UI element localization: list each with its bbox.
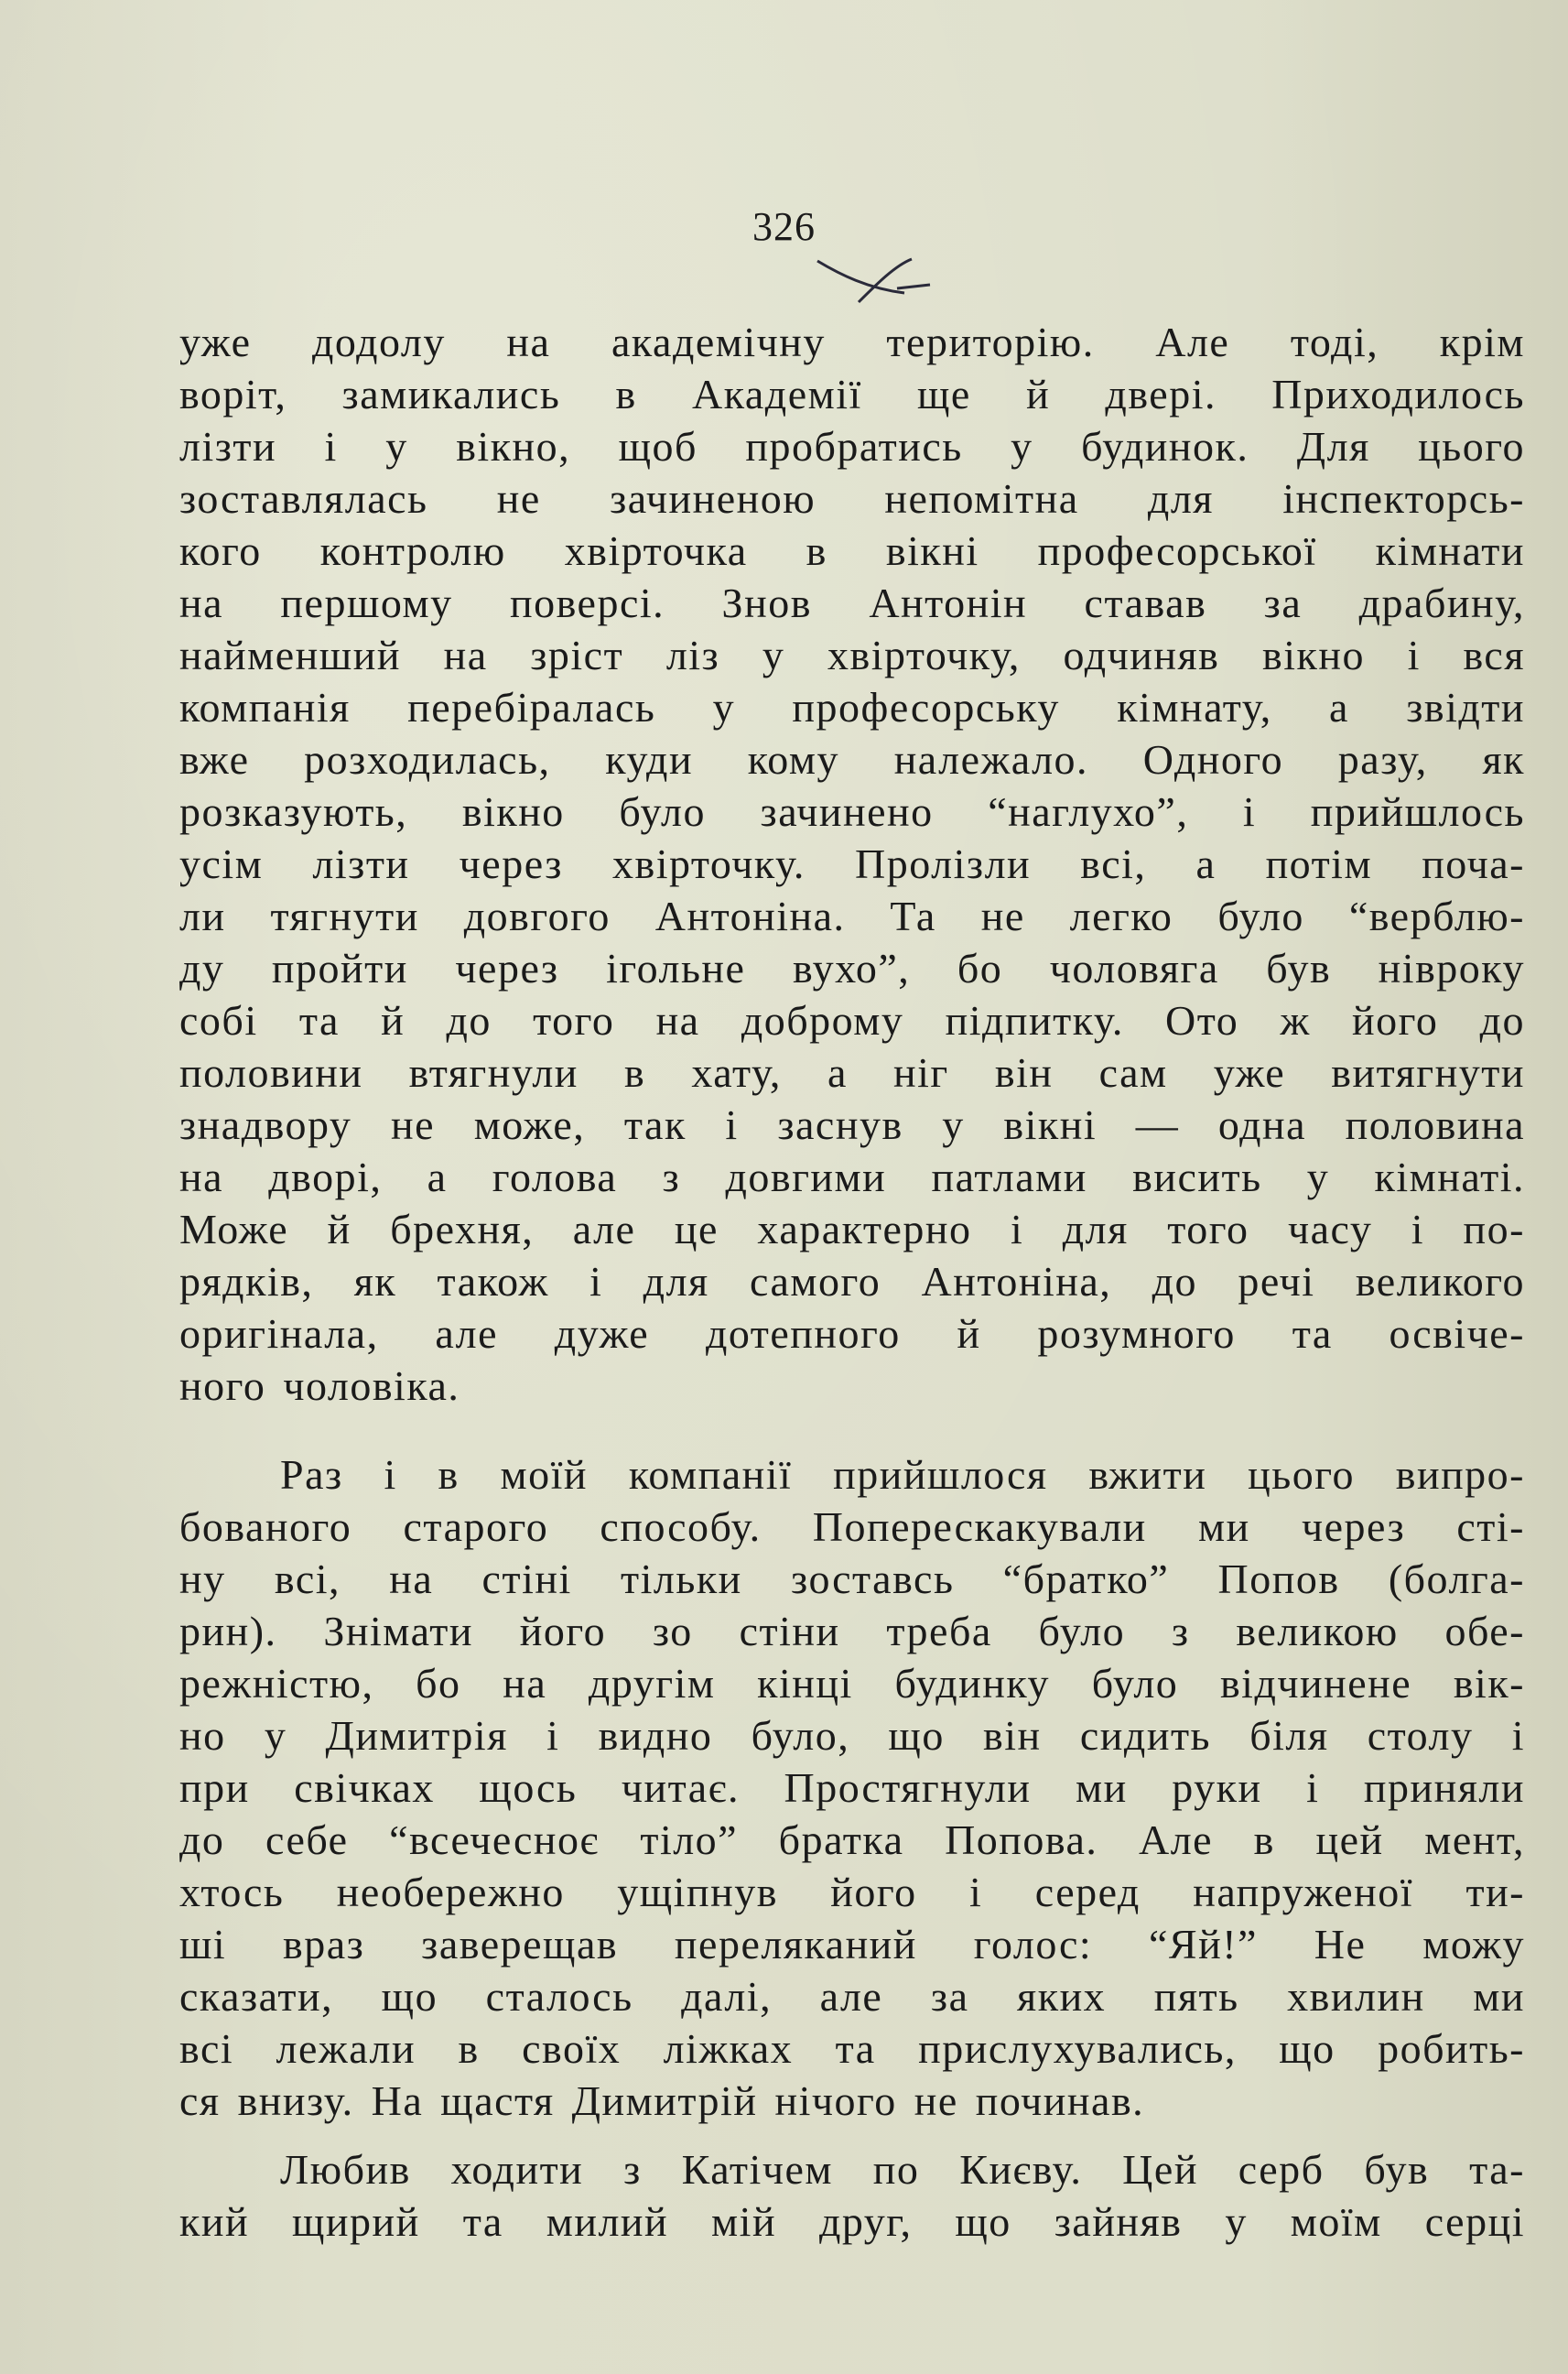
text-line: уже додолу на академічну територію. Але тоді, крім <box>179 319 1525 365</box>
text-line: ну всі, на стіні тільки зоставсь “братко” Попов (болга- <box>179 1556 1525 1602</box>
text-line: до себе “всечесноє тіло” братка Попова. Але в цей мент, <box>179 1816 1525 1863</box>
text-line: кий щирий та милий мій друг, що зайняв у моїм серці <box>179 2198 1525 2245</box>
text-line: на дворі, а голова з довгими патлами висить у кімнаті. <box>179 1154 1525 1200</box>
text-line: ли тягнути довгого Антоніна. Та не легко було “верблю- <box>179 893 1525 939</box>
body-text <box>179 316 1525 2248</box>
text-line: сказати, що сталось далі, але за яких пять хвилин ми <box>179 1973 1525 2020</box>
text-line: найменший на зріст ліз у хвірточку, одчиняв вікно і вся <box>179 632 1525 678</box>
text-line: ду пройти через ігольне вухо”, бо чоловяга був нівроку <box>179 945 1525 992</box>
text-line: рин). Знімати його зо стіни треба було з великою обе- <box>179 1608 1525 1654</box>
text-line: половини втягнули в хату, а ніг він сам уже витягнути <box>179 1049 1525 1096</box>
text-line: режністю, бо на другім кінці будинку було відчинене вік- <box>179 1660 1525 1707</box>
paragraph <box>179 1448 1525 2127</box>
text-line: хтось необережно ущіпнув його і серед напруженої ти- <box>179 1869 1525 1915</box>
paragraph <box>179 316 1525 1412</box>
text-line: ші враз заверещав переляканий голос: “Яй!” Не можу <box>179 1921 1525 1967</box>
text-line: воріт, замикались в Академії ще й двері. Приходилось <box>179 371 1525 417</box>
paragraph <box>179 2143 1525 2248</box>
text-line: собі та й до того на доброму підпитку. Ото ж його до <box>179 997 1525 1044</box>
text-line: рядків, як також і для самого Антоніна, до речі великого <box>179 1258 1525 1305</box>
text-line: ного чоловіка. <box>179 1362 460 1409</box>
text-line: усім лізти через хвірточку. Пролізли всі, а потім поча- <box>179 840 1525 887</box>
text-line: вже розходилась, куди кому належало. Одного разу, як <box>179 736 1525 783</box>
text-line: на першому поверсі. Знов Антонін ставав за драбину, <box>179 580 1525 626</box>
text-line: розказують, вікно було зачинено “наглухо”, і прийшлось <box>179 788 1525 835</box>
pencil-mark-icon <box>813 252 941 307</box>
text-line: оригінала, але дуже дотепного й розумного та освіче- <box>179 1310 1525 1357</box>
text-line: ся внизу. На щастя Димитрій нічого не починав. <box>179 2077 1145 2124</box>
page-number: 326 <box>752 204 816 249</box>
text-line: Раз і в моїй компанії прийшлося вжити цього випро- <box>280 1451 1525 1498</box>
text-line: но у Димитрія і видно було, що він сидить біля столу і <box>179 1712 1525 1759</box>
text-line: Любив ходити з Катічем по Києву. Цей серб був та- <box>280 2146 1525 2193</box>
text-line: компанія перебіралась у професорську кімнату, а звідти <box>179 684 1525 731</box>
text-line: знадвору не може, так і заснув у вікні — одна половина <box>179 1101 1525 1148</box>
text-line: лізти і у вікно, щоб пробратись у будинок. Для цього <box>179 423 1525 470</box>
text-line: всі лежали в своїх ліжках та прислухувались, що робить- <box>179 2025 1525 2072</box>
text-line: кого контролю хвірточка в вікні професорської кімнати <box>179 527 1525 574</box>
text-line: бованого старого способу. Поперескакували ми через сті- <box>179 1503 1525 1550</box>
text-line: Може й брехня, але це характерно і для того часу і по- <box>179 1206 1525 1252</box>
text-line: при свічках щось читає. Простягнули ми руки і приняли <box>179 1764 1525 1811</box>
text-line: зоставлялась не зачиненою непомітна для інспекторсь- <box>179 475 1525 522</box>
